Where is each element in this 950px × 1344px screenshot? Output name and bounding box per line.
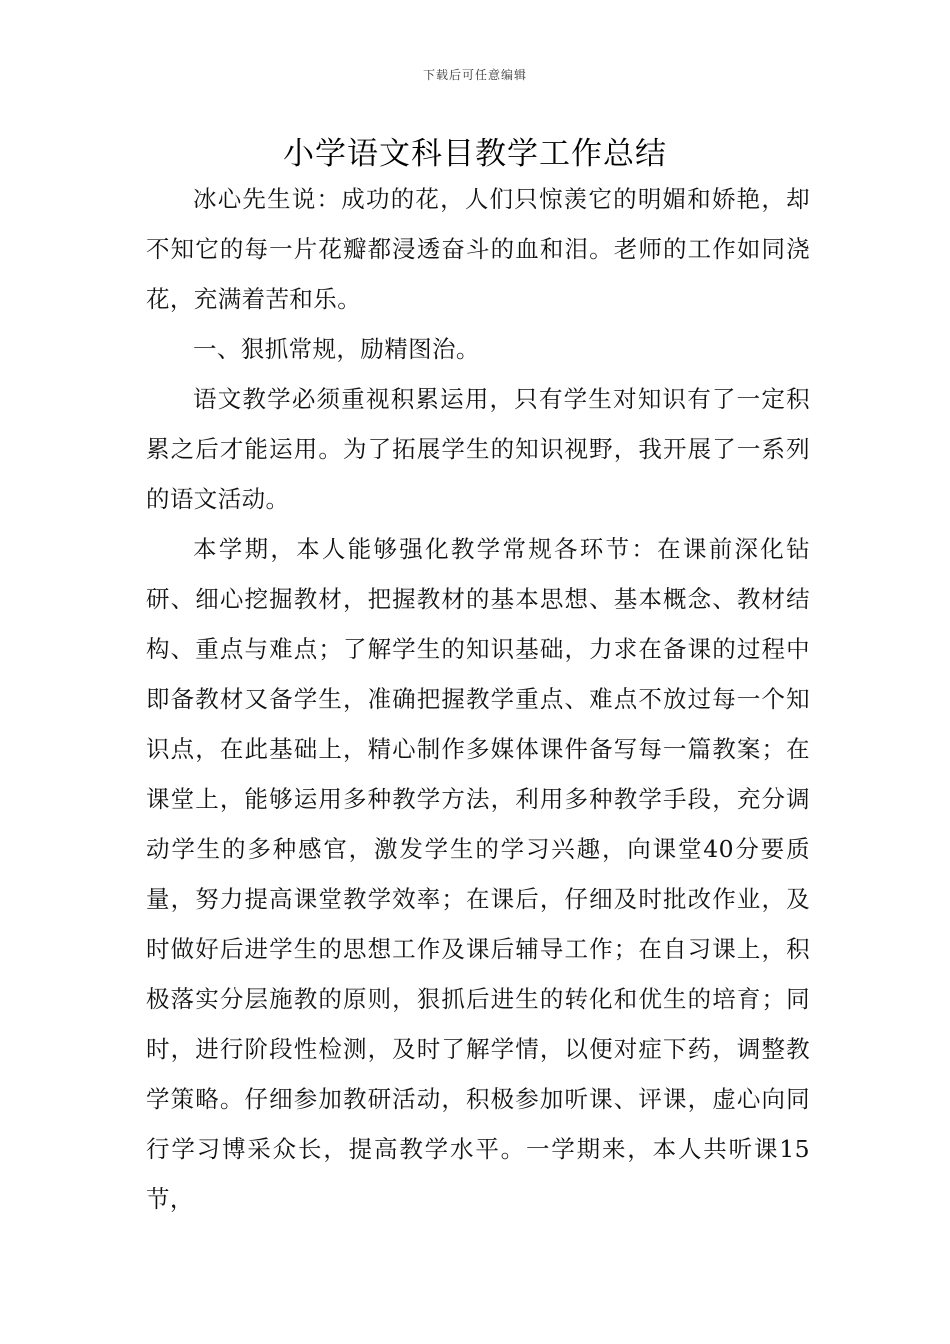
document-body (146, 174, 810, 1224)
document-title: 小学语文科目教学工作总结 (283, 136, 667, 172)
paragraph-intro: 冰心先生说：成功的花，人们只惊羡它的明媚和娇艳，却不知它的每一片花瓣都浸透奋斗的血和泪。老师的工作如同浇花，充满着苦和乐。 (146, 185, 810, 313)
header-note: 下载后可任意编辑 (422, 68, 527, 82)
paragraph-teaching-routine: 本学期，本人能够强化教学常规各环节：在课前深化钻研、细心挖掘教材，把握教材的基本思想、基本概念、教材结构、重点与难点；了解学生的知识基础，力求在备课的过程中即备教材又备学生，准确把握教学重点、难点不放过每一个知识点，在此基础上，精心制作多媒体课件备写每一篇教案；在课堂上，能够运用多种教学方法，利用多种教学手段，充分调动学生的多种感官，激发学生的学习兴趣，向课堂40分要质量，努力提高课堂教学效率；在课后，仔细及时批改作业，及时做好后进学生的思想工作及课后辅导工作；在自习课上，积极落实分层施教的原则，狠抓后进生的转化和优生的培育；同时，进行阶段性检测，及时了解学情，以便对症下药，调整教学策略。仔细参加教研活动，积极参加听课、评课，虚心向同行学习博采众长，提高教学水平。一学期来，本人共听课15节， (146, 535, 810, 1213)
paragraph-accumulation: 语文教学必须重视积累运用，只有学生对知识有了一定积累之后才能运用。为了拓展学生的知识视野，我开展了一系列的语文活动。 (146, 385, 810, 513)
section-heading-1: 一、狠抓常规，励精图治。 (193, 335, 480, 363)
